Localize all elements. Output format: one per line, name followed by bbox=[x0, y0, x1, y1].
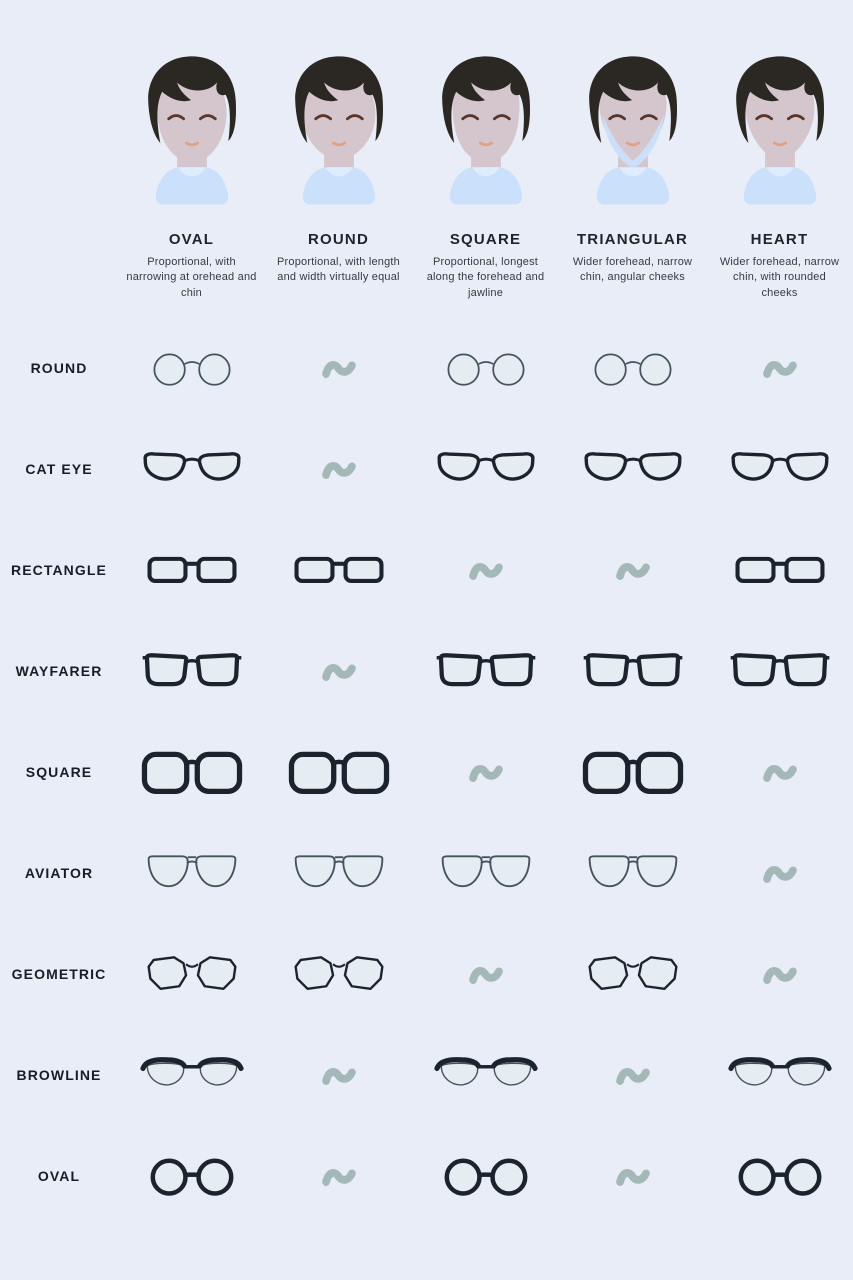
cell-oval-oval bbox=[118, 1125, 265, 1226]
not-suitable-tilde-icon bbox=[320, 355, 358, 381]
cell-browline-heart bbox=[706, 1024, 853, 1125]
face-illustration-heart bbox=[710, 48, 850, 225]
cell-aviator-round bbox=[265, 822, 412, 923]
face-shape-name: ROUND bbox=[308, 231, 369, 248]
face-illustration-round bbox=[269, 48, 409, 225]
not-suitable-tilde-icon bbox=[614, 557, 652, 583]
cell-cat-eye-triangular bbox=[559, 418, 706, 519]
cell-round-square bbox=[412, 317, 559, 418]
aviator-glasses-icon bbox=[141, 851, 243, 894]
round-glasses-icon bbox=[144, 348, 240, 388]
cell-geometric-heart bbox=[706, 923, 853, 1024]
cell-oval-round bbox=[265, 1125, 412, 1226]
cell-square-triangular bbox=[559, 721, 706, 822]
oval-glasses-icon bbox=[143, 1155, 241, 1196]
cell-cat-eye-oval bbox=[118, 418, 265, 519]
square-glasses-icon bbox=[139, 750, 245, 794]
square-glasses-icon bbox=[580, 750, 686, 794]
cell-cat-eye-round bbox=[265, 418, 412, 519]
aviator-glasses-icon bbox=[288, 851, 390, 894]
round-glasses-icon bbox=[585, 348, 681, 388]
cell-geometric-oval bbox=[118, 923, 265, 1024]
cell-rectangle-oval bbox=[118, 519, 265, 620]
geometric-glasses-icon bbox=[582, 952, 684, 995]
oval-glasses-icon bbox=[437, 1155, 535, 1196]
cell-cat-eye-heart bbox=[706, 418, 853, 519]
face-shape-description: Wider forehead, narrow chin, angular cheeks bbox=[572, 256, 693, 284]
cell-square-square bbox=[412, 721, 559, 822]
face-shape-name: OVAL bbox=[168, 231, 215, 248]
frame-style-label: RECTANGLE bbox=[11, 561, 107, 578]
not-suitable-tilde-icon bbox=[320, 456, 358, 482]
cell-aviator-heart bbox=[706, 822, 853, 923]
frame-style-row-geometric bbox=[0, 923, 853, 1024]
face-shape-description: Proportional, longest along the forehead and jawline bbox=[426, 256, 545, 299]
frame-style-label: CAT EYE bbox=[25, 460, 93, 477]
geometric-glasses-icon bbox=[141, 952, 243, 995]
face-column-square bbox=[412, 48, 559, 301]
face-shape-name: HEART bbox=[750, 231, 809, 248]
cell-oval-triangular bbox=[559, 1125, 706, 1226]
face-shape-description: Proportional, with narrowing at orehead and chin bbox=[126, 256, 257, 299]
frame-style-label: BROWLINE bbox=[16, 1066, 102, 1083]
frame-style-row-oval bbox=[0, 1125, 853, 1226]
face-shape-description: Proportional, with length and width virtually equal bbox=[276, 256, 400, 284]
cell-round-oval bbox=[118, 317, 265, 418]
frame-style-row-round bbox=[0, 317, 853, 418]
frame-style-label: OVAL bbox=[37, 1167, 81, 1184]
cell-square-heart bbox=[706, 721, 853, 822]
cat-eye-glasses-icon bbox=[435, 447, 537, 490]
rectangle-glasses-icon bbox=[143, 549, 241, 590]
face-illustration-square bbox=[416, 48, 556, 225]
cell-wayfarer-heart bbox=[706, 620, 853, 721]
cell-round-heart bbox=[706, 317, 853, 418]
not-suitable-tilde-icon bbox=[320, 1062, 358, 1088]
rectangle-glasses-icon bbox=[731, 549, 829, 590]
face-shape-description: Wider forehead, narrow chin, with rounded cheeks bbox=[719, 256, 840, 299]
cat-eye-glasses-icon bbox=[729, 447, 831, 490]
cell-square-round bbox=[265, 721, 412, 822]
frame-style-row-rectangle bbox=[0, 519, 853, 620]
not-suitable-tilde-icon bbox=[614, 1062, 652, 1088]
face-column-oval bbox=[118, 48, 265, 301]
round-glasses-icon bbox=[438, 348, 534, 388]
face-column-heart bbox=[706, 48, 853, 301]
cell-aviator-triangular bbox=[559, 822, 706, 923]
browline-glasses-icon bbox=[140, 1053, 244, 1096]
wayfarer-glasses-icon bbox=[729, 649, 831, 692]
wayfarer-glasses-icon bbox=[435, 649, 537, 692]
not-suitable-tilde-icon bbox=[761, 759, 799, 785]
frame-style-label: AVIATOR bbox=[24, 864, 94, 881]
browline-glasses-icon bbox=[728, 1053, 832, 1096]
cell-geometric-square bbox=[412, 923, 559, 1024]
cell-rectangle-heart bbox=[706, 519, 853, 620]
cell-rectangle-square bbox=[412, 519, 559, 620]
face-shape-name: SQUARE bbox=[449, 231, 522, 248]
face-column-round bbox=[265, 48, 412, 286]
frame-style-row-square bbox=[0, 721, 853, 822]
face-column-triangular bbox=[559, 48, 706, 286]
cell-wayfarer-oval bbox=[118, 620, 265, 721]
not-suitable-tilde-icon bbox=[320, 1163, 358, 1189]
cell-round-triangular bbox=[559, 317, 706, 418]
not-suitable-tilde-icon bbox=[761, 961, 799, 987]
face-shape-header bbox=[0, 0, 853, 301]
face-illustration-oval bbox=[122, 48, 262, 225]
frame-style-label: SQUARE bbox=[25, 763, 93, 780]
cell-browline-triangular bbox=[559, 1024, 706, 1125]
oval-glasses-icon bbox=[731, 1155, 829, 1196]
cat-eye-glasses-icon bbox=[141, 447, 243, 490]
not-suitable-tilde-icon bbox=[614, 1163, 652, 1189]
cell-browline-round bbox=[265, 1024, 412, 1125]
cell-rectangle-triangular bbox=[559, 519, 706, 620]
not-suitable-tilde-icon bbox=[761, 860, 799, 886]
cat-eye-glasses-icon bbox=[582, 447, 684, 490]
frame-style-label: WAYFARER bbox=[15, 662, 103, 679]
cell-round-round bbox=[265, 317, 412, 418]
cell-aviator-square bbox=[412, 822, 559, 923]
frame-style-label: ROUND bbox=[30, 359, 88, 376]
cell-square-oval bbox=[118, 721, 265, 822]
cell-oval-heart bbox=[706, 1125, 853, 1226]
aviator-glasses-icon bbox=[582, 851, 684, 894]
square-glasses-icon bbox=[286, 750, 392, 794]
wayfarer-glasses-icon bbox=[582, 649, 684, 692]
not-suitable-tilde-icon bbox=[320, 658, 358, 684]
cell-aviator-oval bbox=[118, 822, 265, 923]
browline-glasses-icon bbox=[434, 1053, 538, 1096]
wayfarer-glasses-icon bbox=[141, 649, 243, 692]
cell-geometric-round bbox=[265, 923, 412, 1024]
frame-style-row-aviator bbox=[0, 822, 853, 923]
face-shape-name: TRIANGULAR bbox=[576, 231, 689, 248]
aviator-glasses-icon bbox=[435, 851, 537, 894]
cell-wayfarer-square bbox=[412, 620, 559, 721]
rectangle-glasses-icon bbox=[290, 549, 388, 590]
frame-style-matrix bbox=[0, 317, 853, 1226]
cell-browline-square bbox=[412, 1024, 559, 1125]
frame-style-label: GEOMETRIC bbox=[11, 965, 107, 982]
cell-browline-oval bbox=[118, 1024, 265, 1125]
frame-style-row-cat-eye bbox=[0, 418, 853, 519]
not-suitable-tilde-icon bbox=[467, 759, 505, 785]
not-suitable-tilde-icon bbox=[467, 557, 505, 583]
frame-style-row-browline bbox=[0, 1024, 853, 1125]
not-suitable-tilde-icon bbox=[467, 961, 505, 987]
cell-wayfarer-round bbox=[265, 620, 412, 721]
face-illustration-triangular bbox=[563, 48, 703, 225]
cell-wayfarer-triangular bbox=[559, 620, 706, 721]
not-suitable-tilde-icon bbox=[761, 355, 799, 381]
geometric-glasses-icon bbox=[288, 952, 390, 995]
cell-rectangle-round bbox=[265, 519, 412, 620]
frame-style-row-wayfarer bbox=[0, 620, 853, 721]
cell-cat-eye-square bbox=[412, 418, 559, 519]
cell-geometric-triangular bbox=[559, 923, 706, 1024]
cell-oval-square bbox=[412, 1125, 559, 1226]
